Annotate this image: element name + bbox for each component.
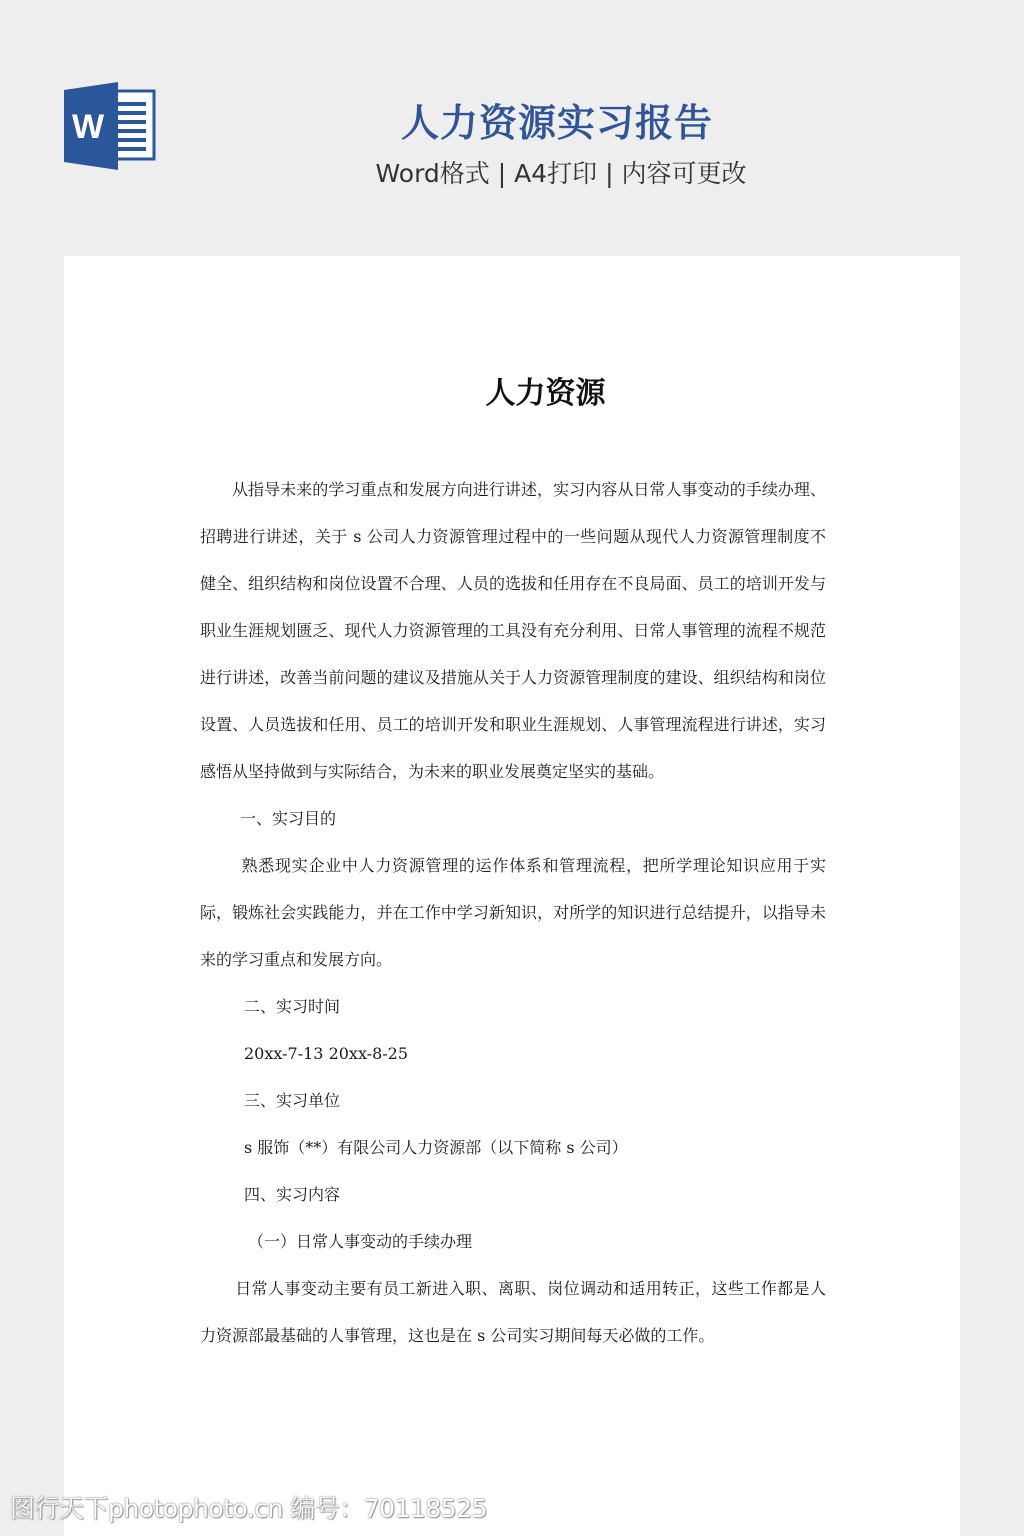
- personnel-paragraph: 日常人事变动主要有员工新进入职、离职、岗位调动和适用转正，这些工作都是人力资源部最基础的人事管理，这也是在 s 公司实习期间每天必做的工作。: [200, 1279, 826, 1345]
- internship-dates: 20xx-7-13 20xx-8-25: [244, 1044, 409, 1063]
- subsection-heading-personnel: （一）日常人事变动的手续办理: [248, 1232, 473, 1251]
- page-subtitle: Word格式 | A4打印 | 内容可更改: [375, 159, 747, 188]
- document-body: [200, 466, 826, 1359]
- internship-unit: s 服饰（**）有限公司人力资源部（以下简称 s 公司）: [244, 1138, 628, 1157]
- purpose-paragraph: 熟悉现实企业中人力资源管理的运作体系和管理流程，把所学理论知识应用于实际，锻炼社会实践能力，并在工作中学习新知识，对所学的知识进行总结提升，以指导未来的学习重点和发展方向。: [200, 856, 826, 969]
- document-title: 人力资源: [485, 376, 606, 411]
- document-page: [64, 256, 960, 1536]
- section-heading-time: 二、实习时间: [244, 997, 341, 1016]
- section-heading-unit: 三、实习单位: [244, 1091, 341, 1110]
- svg-text:W: W: [71, 108, 105, 146]
- section-heading-content: 四、实习内容: [244, 1185, 341, 1204]
- intro-paragraph: 从指导未来的学习重点和发展方向进行讲述，实习内容从日常人事变动的手续办理、招聘进行讲述，关于 s 公司人力资源管理过程中的一些问题从现代人力资源管理制度不健全、组织结构和岗位设置不合理、人员的选拔和任用存在不良局面、员工的培训开发与职业生涯规划匮乏、现代人力资源管理的工具没有充分利用、日常人事管理的流程不规范进行讲述，改善当前问题的建议及措施从关于人力资源管理制度的建设、组织结构和岗位设置、人员选拔和任用、员工的培训开发和职业生涯规划、人事管理流程进行讲述，实习感悟从坚持做到与实际结合，为未来的职业发展奠定坚实的基础。: [200, 480, 826, 781]
- page-title: 人力资源实习报告: [400, 101, 713, 145]
- watermark-text: 图行天下photophoto.cn 编号：70118525: [10, 1494, 488, 1523]
- section-heading-purpose: 一、实习目的: [240, 809, 337, 828]
